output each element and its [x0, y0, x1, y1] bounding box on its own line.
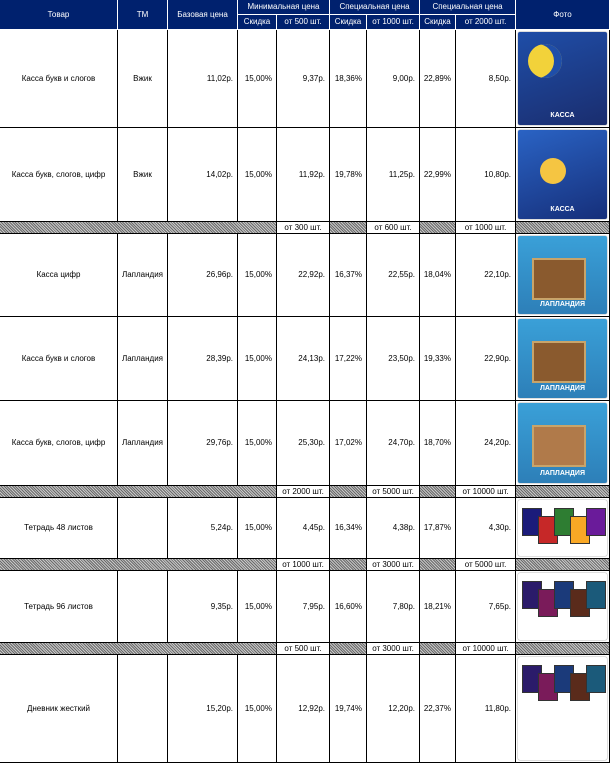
laplandia-cover [518, 403, 607, 483]
row-photo [516, 571, 610, 643]
header-discount-1: Скидка [238, 15, 277, 30]
header-spec2-title: Специальная цена [420, 0, 516, 15]
separator-band [420, 643, 456, 655]
separator-band [0, 222, 277, 234]
notebooks-48-image [518, 500, 607, 556]
cover-caption: ЛАПЛАНДИЯ [540, 470, 585, 477]
row-price-1: 12,92р. [277, 655, 330, 763]
separator-band [420, 559, 456, 571]
separator-qty-label: от 600 шт. [367, 222, 420, 234]
kassa-vzhik-cover [518, 32, 607, 125]
cover-caption: ЛАПЛАНДИЯ [540, 385, 585, 392]
separator-qty-label: от 10000 шт. [456, 486, 516, 498]
header-tm: ТМ [118, 0, 168, 30]
row-discount-3: 22,99% [420, 128, 456, 222]
cover-caption: КАССА [550, 112, 575, 119]
row-price-2: 9,00р. [367, 30, 420, 128]
row-product: Касса букв и слогов [0, 30, 118, 128]
row-product: Тетрадь 48 листов [0, 498, 118, 559]
separator-band [420, 222, 456, 234]
separator-band [516, 486, 610, 498]
separator-qty-label: от 300 шт. [277, 222, 330, 234]
row-price-2: 7,80р. [367, 571, 420, 643]
row-product: Касса букв, слогов, цифр [0, 128, 118, 222]
header-discount-2: Скидка [330, 15, 367, 30]
row-product: Касса букв и слогов [0, 317, 118, 401]
row-price-2: 24,70р. [367, 401, 420, 486]
separator-qty-label: от 10000 шт. [456, 643, 516, 655]
row-product: Дневник жесткий [0, 655, 118, 763]
row-photo [516, 655, 610, 763]
row-discount-2: 16,34% [330, 498, 367, 559]
header-qty-1000: от 1000 шт. [367, 15, 420, 30]
row-discount-1: 15,00% [238, 401, 277, 486]
row-price-2: 22,55р. [367, 234, 420, 317]
separator-band [0, 643, 277, 655]
row-price-2: 11,25р. [367, 128, 420, 222]
row-price-1: 7,95р. [277, 571, 330, 643]
diaries-image [518, 657, 607, 760]
header-base-price: Базовая цена [168, 0, 238, 30]
row-product: Касса букв, слогов, цифр [0, 401, 118, 486]
cover-caption: КАССА [550, 206, 575, 213]
row-price-2: 4,38р. [367, 498, 420, 559]
header-product: Товар [0, 0, 118, 30]
row-tm: Вжик [118, 30, 168, 128]
row-price-3: 11,80р. [456, 655, 516, 763]
row-price-3: 8,50р. [456, 30, 516, 128]
header-spec1-title: Специальная цена [330, 0, 420, 15]
row-discount-2: 16,37% [330, 234, 367, 317]
row-discount-2: 19,74% [330, 655, 367, 763]
row-tm [118, 655, 168, 763]
row-discount-2: 17,02% [330, 401, 367, 486]
row-discount-1: 15,00% [238, 317, 277, 401]
row-discount-3: 17,87% [420, 498, 456, 559]
separator-band [0, 486, 277, 498]
row-base-price: 29,76р. [168, 401, 238, 486]
row-price-2: 23,50р. [367, 317, 420, 401]
separator-band [330, 643, 367, 655]
row-base-price: 11,02р. [168, 30, 238, 128]
row-photo [516, 317, 610, 401]
row-price-1: 24,13р. [277, 317, 330, 401]
row-base-price: 26,96р. [168, 234, 238, 317]
row-price-3: 7,65р. [456, 571, 516, 643]
row-photo [516, 498, 610, 559]
row-tm [118, 498, 168, 559]
row-base-price: 14,02р. [168, 128, 238, 222]
row-discount-2: 16,60% [330, 571, 367, 643]
row-price-1: 25,30р. [277, 401, 330, 486]
separator-qty-label: от 5000 шт. [456, 559, 516, 571]
separator-band [516, 559, 610, 571]
row-price-1: 11,92р. [277, 128, 330, 222]
row-base-price: 15,20р. [168, 655, 238, 763]
header-min-title: Минимальная цена [238, 0, 330, 15]
row-tm: Лапландия [118, 401, 168, 486]
notebooks-96-image [518, 573, 607, 640]
row-tm [118, 571, 168, 643]
kassa-vzhik-cover [518, 130, 607, 219]
row-discount-3: 22,89% [420, 30, 456, 128]
separator-band [516, 643, 610, 655]
row-discount-3: 18,04% [420, 234, 456, 317]
separator-qty-label: от 1000 шт. [456, 222, 516, 234]
row-tm: Лапландия [118, 317, 168, 401]
row-base-price: 5,24р. [168, 498, 238, 559]
row-photo [516, 401, 610, 486]
separator-band [330, 559, 367, 571]
laplandia-cover [518, 236, 607, 314]
laplandia-cover [518, 319, 607, 398]
row-photo [516, 30, 610, 128]
row-discount-3: 18,70% [420, 401, 456, 486]
row-price-3: 24,20р. [456, 401, 516, 486]
row-discount-3: 22,37% [420, 655, 456, 763]
row-discount-1: 15,00% [238, 30, 277, 128]
row-discount-2: 18,36% [330, 30, 367, 128]
header-photo: Фото [516, 0, 610, 30]
row-product: Тетрадь 96 листов [0, 571, 118, 643]
row-price-1: 22,92р. [277, 234, 330, 317]
row-tm: Вжик [118, 128, 168, 222]
cover-caption: ЛАПЛАНДИЯ [540, 301, 585, 308]
row-price-3: 10,80р. [456, 128, 516, 222]
row-discount-1: 15,00% [238, 234, 277, 317]
separator-qty-label: от 2000 шт. [277, 486, 330, 498]
separator-band [420, 486, 456, 498]
header-discount-3: Скидка [420, 15, 456, 30]
row-price-1: 9,37р. [277, 30, 330, 128]
row-price-3: 4,30р. [456, 498, 516, 559]
separator-band [330, 486, 367, 498]
row-photo [516, 128, 610, 222]
row-base-price: 28,39р. [168, 317, 238, 401]
separator-band [330, 222, 367, 234]
separator-band [516, 222, 610, 234]
separator-qty-label: от 500 шт. [277, 643, 330, 655]
row-price-3: 22,10р. [456, 234, 516, 317]
row-tm: Лапландия [118, 234, 168, 317]
row-discount-1: 15,00% [238, 498, 277, 559]
separator-qty-label: от 1000 шт. [277, 559, 330, 571]
row-discount-1: 15,00% [238, 655, 277, 763]
row-discount-1: 15,00% [238, 128, 277, 222]
row-price-2: 12,20р. [367, 655, 420, 763]
row-product: Касса цифр [0, 234, 118, 317]
separator-qty-label: от 3000 шт. [367, 559, 420, 571]
header-qty-500: от 500 шт. [277, 15, 330, 30]
row-discount-2: 19,78% [330, 128, 367, 222]
row-discount-1: 15,00% [238, 571, 277, 643]
header-qty-2000: от 2000 шт. [456, 15, 516, 30]
row-discount-3: 18,21% [420, 571, 456, 643]
separator-band [0, 559, 277, 571]
row-base-price: 9,35р. [168, 571, 238, 643]
row-discount-2: 17,22% [330, 317, 367, 401]
row-photo [516, 234, 610, 317]
separator-qty-label: от 5000 шт. [367, 486, 420, 498]
separator-qty-label: от 3000 шт. [367, 643, 420, 655]
row-price-3: 22,90р. [456, 317, 516, 401]
row-discount-3: 19,33% [420, 317, 456, 401]
row-price-1: 4,45р. [277, 498, 330, 559]
